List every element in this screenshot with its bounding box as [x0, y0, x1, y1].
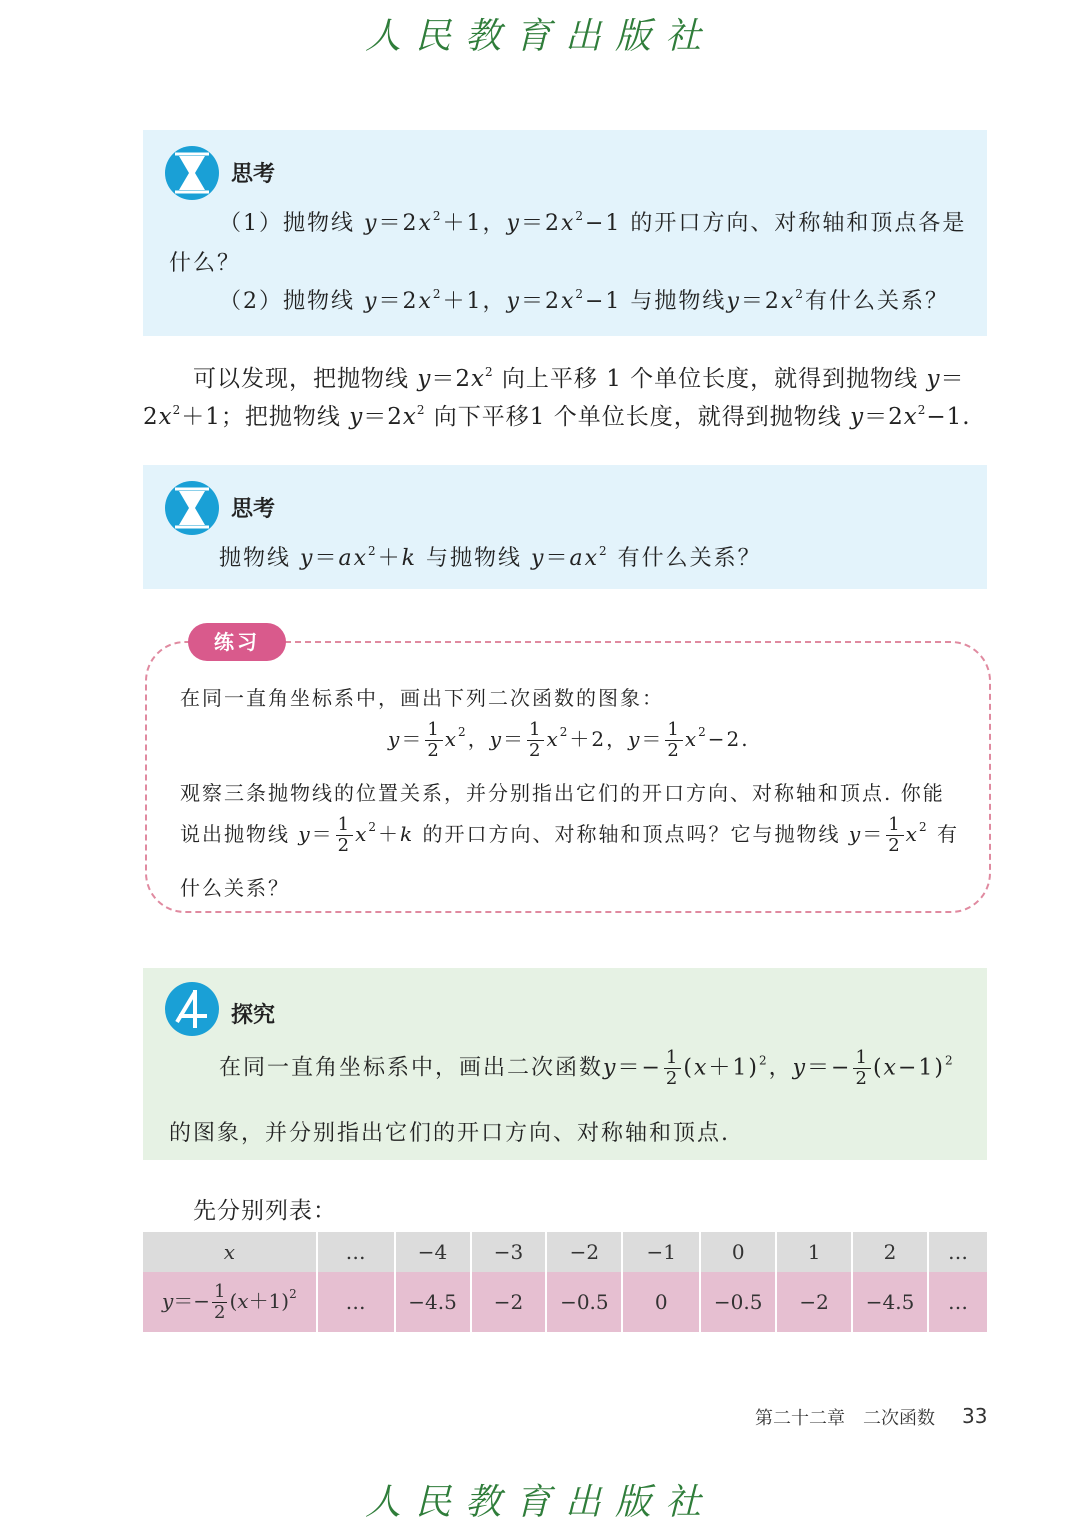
- table-cell: −2: [776, 1272, 852, 1332]
- table-header-cell: −1: [622, 1232, 700, 1272]
- table-cell: −4.5: [395, 1272, 471, 1332]
- table-header-cell: x: [143, 1232, 317, 1272]
- table-header-cell: −4: [395, 1232, 471, 1272]
- table-row-label: y＝− $\frac{1}{2}$ $(x+1)^2$: [143, 1272, 317, 1332]
- table-cell: …: [928, 1272, 988, 1332]
- explore-box: [143, 968, 987, 1160]
- practice-line-3: 观察三条抛物线的位置关系，并分别指出它们的开口方向、对称轴和顶点. 你能: [180, 781, 945, 805]
- body-paragraph-line-2: $2x^2+1$；把抛物线 $y=2x^2$ 向下平移1 个单位长度，就得到抛物线 $y=2x^2-1$.: [143, 403, 971, 430]
- explore-line-1: 在同一直角坐标系中，画出二次函数y＝− $\frac{1}{2}$ $(x+1)^2$，y＝− $\frac{1}{2}$ $(x-1)^2$: [219, 1047, 955, 1089]
- practice-equations: y＝ $\frac{1}{2}$ $x^2$，y＝ $\frac{1}{2}$ $x^2+2$，y＝ $\frac{1}{2}$ $x^2-2$.: [388, 719, 750, 761]
- think-question-2: （2）抛物线 $y=2x^2+1$，$y=2x^2-1$ 与抛物线$y=2x^2$有什么关系？: [219, 287, 949, 314]
- publisher-watermark-bottom: 人民教育出版社: [364, 1482, 715, 1523]
- table-cell: …: [317, 1272, 395, 1332]
- hourglass-icon: [165, 146, 219, 200]
- think-question-1-cont: 什么？: [169, 251, 242, 276]
- table-header-cell: …: [928, 1232, 988, 1272]
- table-header-cell: …: [317, 1232, 395, 1272]
- practice-tag: 练习: [188, 623, 286, 661]
- explore-line-2: 的图象，并分别指出它们的开口方向、对称轴和顶点.: [169, 1121, 730, 1146]
- think-question: 抛物线 $y=ax^2+k$ 与抛物线 $y=ax^2$ 有什么关系？: [219, 544, 762, 571]
- hourglass-icon: [165, 481, 219, 535]
- value-table: [143, 1232, 989, 1332]
- practice-line-5: 什么关系？: [180, 876, 290, 900]
- think-box-1: [143, 130, 987, 336]
- think-title: 思考: [231, 162, 276, 187]
- chapter-footer: 第二十二章 二次函数: [755, 1408, 935, 1429]
- table-header-cell: −2: [546, 1232, 622, 1272]
- table-cell: 0: [622, 1272, 700, 1332]
- compass-icon: [165, 982, 219, 1036]
- practice-line-4: 说出抛物线 y＝ $\frac{1}{2}$ $x^2+k$ 的开口方向、对称轴和顶点吗？它与抛物线 y＝ $\frac{1}{2}$ $x^2$ 有: [180, 814, 959, 856]
- table-header-cell: 0: [700, 1232, 776, 1272]
- table-intro: 先分别列表：: [193, 1198, 337, 1224]
- table-header-cell: 1: [776, 1232, 852, 1272]
- table-cell: −2: [471, 1272, 547, 1332]
- think-box-2: [143, 465, 987, 589]
- think-question-1: （1）抛物线 $y=2x^2+1$，$y=2x^2-1$ 的开口方向、对称轴和顶点各是: [219, 209, 967, 236]
- practice-line-1: 在同一直角坐标系中，画出下列二次函数的图象：: [180, 686, 664, 710]
- table-cell: −0.5: [700, 1272, 776, 1332]
- table-cell: −4.5: [852, 1272, 928, 1332]
- table-header-row: [143, 1232, 988, 1272]
- table-header-cell: −3: [471, 1232, 547, 1272]
- table-header-cell: 2: [852, 1232, 928, 1272]
- think-title: 思考: [231, 497, 276, 522]
- publisher-watermark-top: 人民教育出版社: [364, 16, 715, 57]
- body-paragraph-line-1: 可以发现，把抛物线 $y=2x^2$ 向上平移 1 个单位长度，就得到抛物线 y＝: [193, 365, 965, 392]
- page-number: 33: [962, 1404, 988, 1428]
- table-data-row: [143, 1272, 988, 1332]
- table-cell: −0.5: [546, 1272, 622, 1332]
- explore-title: 探究: [231, 1003, 276, 1028]
